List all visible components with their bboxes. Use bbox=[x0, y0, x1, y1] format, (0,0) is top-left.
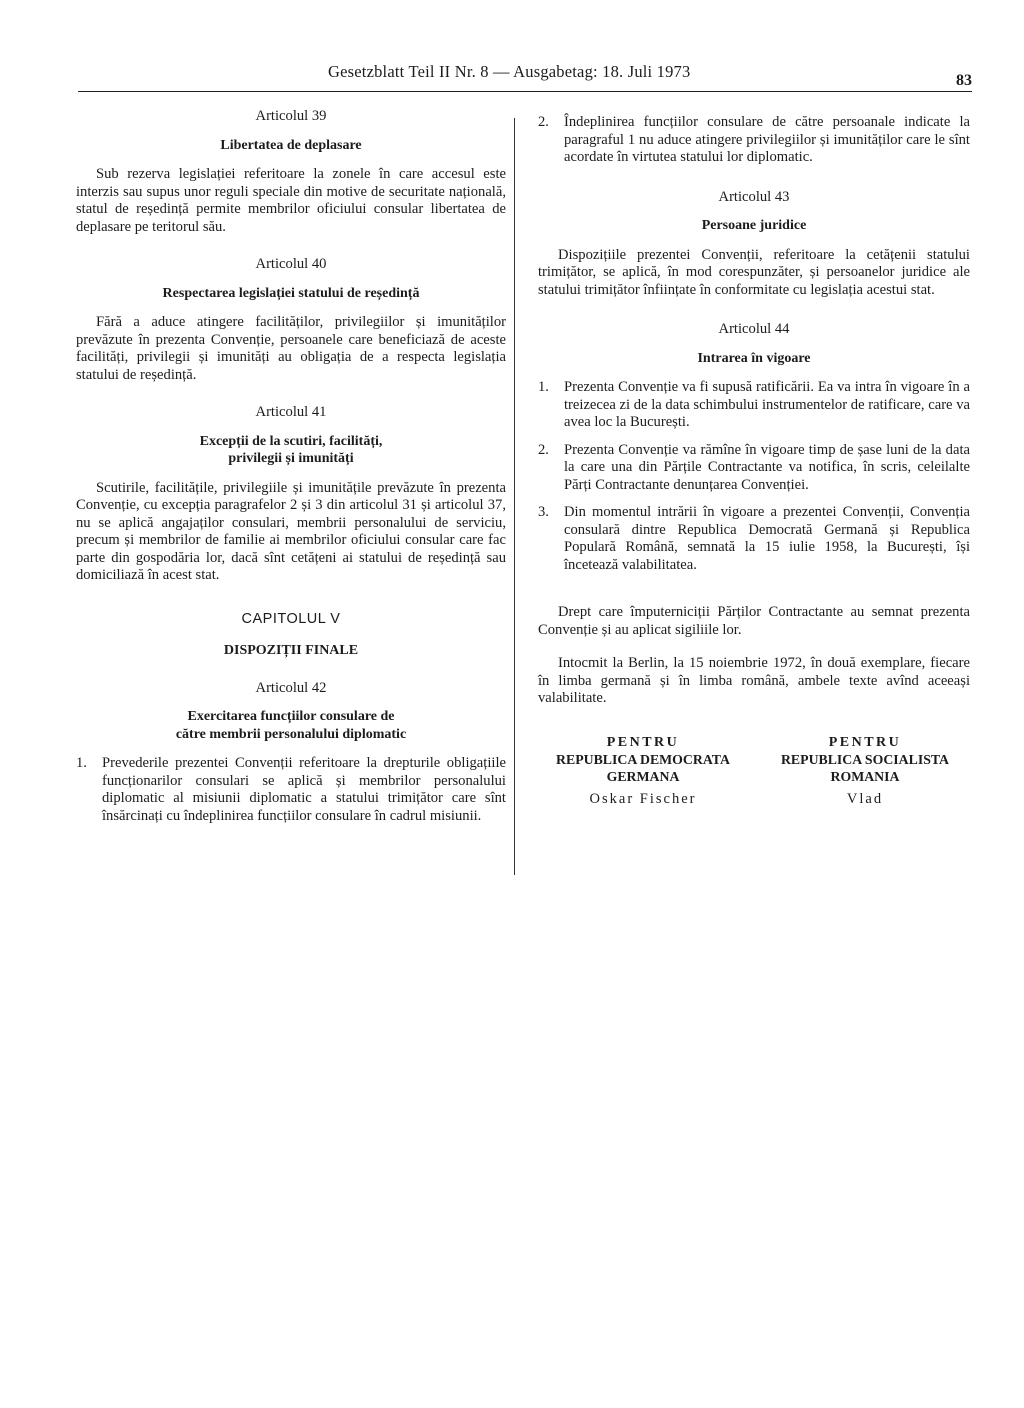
article-42-title-line1: Exercitarea funcțiilor consulare de bbox=[187, 709, 395, 724]
closing-statement: Drept care împuterniciții Părților Contractante au semnat prezenta Convenție și au aplicat sigiliile lor. bbox=[538, 604, 970, 638]
article-44-item-1 bbox=[538, 379, 970, 432]
page-number: 83 bbox=[956, 72, 972, 89]
pentru-label: PENTRU bbox=[606, 734, 680, 750]
signature-gdr bbox=[538, 734, 748, 809]
page-header bbox=[78, 62, 978, 92]
signatory-name: Oskar Fischer bbox=[589, 791, 697, 807]
item-text: Îndeplinirea funcțiilor consulare de către persoanale indicate la paragraful 1 nu aduce atingere privilegiilor și imunităților care le sînt acordate în virtutea statului lor diplomatic. bbox=[564, 114, 970, 165]
article-44-item-3 bbox=[538, 504, 970, 574]
article-41-title-line2: privilegii și imunități bbox=[228, 451, 354, 466]
chapter-title: DISPOZIȚII FINALE bbox=[223, 643, 359, 658]
country-name-line2: ROMANIA bbox=[830, 769, 900, 784]
item-text: Prevederile prezentei Convenții referitoare la drepturile obligațiile funcționarilor consulari se aplică și membrilor personalului diplomatic al misiunii diplomatic a statului trimițător care sînt însărcinați cu îndeplinirea funcțiilor consulare în cadrul misiunii. bbox=[102, 755, 506, 824]
article-40-text: Fără a aduce atingere facilităților, privilegiilor și imunităților prevăzute în prezenta Convenție, persoanele care beneficiază de aceste facilități, privilegii și imunități au obligația de a respecta legislația statului de reședință. bbox=[76, 314, 506, 383]
article-44-number: Articolul 44 bbox=[718, 321, 790, 337]
country-name-line1: REPUBLICA DEMOCRATA bbox=[556, 752, 730, 767]
signatory-name: Vlad bbox=[846, 791, 884, 807]
item-number: 1. bbox=[538, 379, 549, 395]
article-42-item-2 bbox=[538, 114, 970, 167]
item-number: 3. bbox=[538, 504, 549, 520]
item-number: 2. bbox=[538, 114, 549, 130]
article-44-title: Intrarea în vigoare bbox=[697, 350, 811, 366]
article-43-text: Dispozițiile prezentei Convenții, referitoare la cetățenii statului trimițător, se aplică, în mod corespunzăter, și persoanelor juridice ale statului trimițător înființate în conformitate cu legislația acestui stat. bbox=[538, 246, 970, 298]
item-number: 1. bbox=[76, 755, 87, 771]
pentru-label: PENTRU bbox=[828, 734, 902, 750]
article-43-number: Articolul 43 bbox=[718, 188, 790, 205]
column-divider bbox=[514, 118, 515, 875]
article-41-text: Scutirile, facilitățile, privilegiile și imunitățile prevăzute în prezenta Convenție, cu excepția paragrafelor 2 și 3 din articolul 31 și articolul 37, nu se aplică angajaților consulari, membrii personalului de serviciu, precum și membrilor de familie ai membrilor oficiului consular care fac parte din gospodăria lor, dacă sînt cetățeni ai statului de reședință sau domiciliază în acest stat. bbox=[76, 479, 506, 583]
article-40-number: Articolul 40 bbox=[255, 256, 327, 272]
signature-romania bbox=[760, 734, 970, 809]
done-at-statement: Intocmit la Berlin, la 15 noiembrie 1972, în două exemplare, fiecare în limba germană și în limba română, ambele texte avînd aceeași valabilitate. bbox=[538, 655, 970, 706]
article-42-number: Articolul 42 bbox=[255, 679, 327, 696]
article-43-title: Persoane juridice bbox=[701, 218, 807, 233]
item-text: Prezenta Convenție va rămîne în vigoare timp de șase luni de la data la care una din Părțile Contractante va notifica, în scris, celeilalte Părți Contractante denunțarea Convenției. bbox=[564, 441, 970, 493]
country-name-line1: REPUBLICA SOCIALISTA bbox=[780, 752, 950, 767]
article-42-title-line2: către membrii personalului diplomatic bbox=[175, 726, 407, 742]
article-42-item-1 bbox=[76, 755, 506, 825]
article-41-title-line1: Excepții de la scutiri, facilități, bbox=[199, 433, 383, 449]
article-39-title: Libertatea de deplasare bbox=[220, 137, 362, 153]
article-41-number: Articolul 41 bbox=[255, 404, 327, 420]
signature-block bbox=[538, 734, 970, 809]
article-39-text: Sub rezerva legislației referitoare la zonele în care accesul este interzis sau supus unor reguli speciale din motive de securitate națională, statul de reședință permite membrilor oficiului consular libertatea de deplasare pe teritorul său. bbox=[76, 166, 506, 235]
item-text: Din momentul intrării în vigoare a prezentei Convenții, Convenția consulară dintre Republica Democrată Germană și Republica Populară Română, semnată la 15 iulie 1958, la București, își încetează valabilitatea. bbox=[564, 504, 970, 573]
article-39-number: Articolul 39 bbox=[255, 108, 327, 124]
left-column bbox=[76, 108, 506, 825]
right-column bbox=[538, 114, 970, 809]
item-number: 2. bbox=[538, 441, 549, 458]
article-40-title: Respectarea legislației statului de reședință bbox=[162, 285, 420, 301]
article-44-item-2 bbox=[538, 442, 970, 495]
item-text: Prezenta Convenție va fi supusă ratificării. Ea va intra în vigoare în a treizecea zi de la data schimbului instrumentelor de ratificare, care va avea loc la București. bbox=[564, 379, 970, 430]
country-name-line2: GERMANA bbox=[606, 769, 680, 784]
header-rule bbox=[78, 91, 972, 92]
chapter-label: CAPITOLUL V bbox=[241, 610, 341, 627]
gazette-title: Gesetzblatt Teil II Nr. 8 — Ausgabetag: 18. Juli 1973 bbox=[328, 62, 691, 81]
